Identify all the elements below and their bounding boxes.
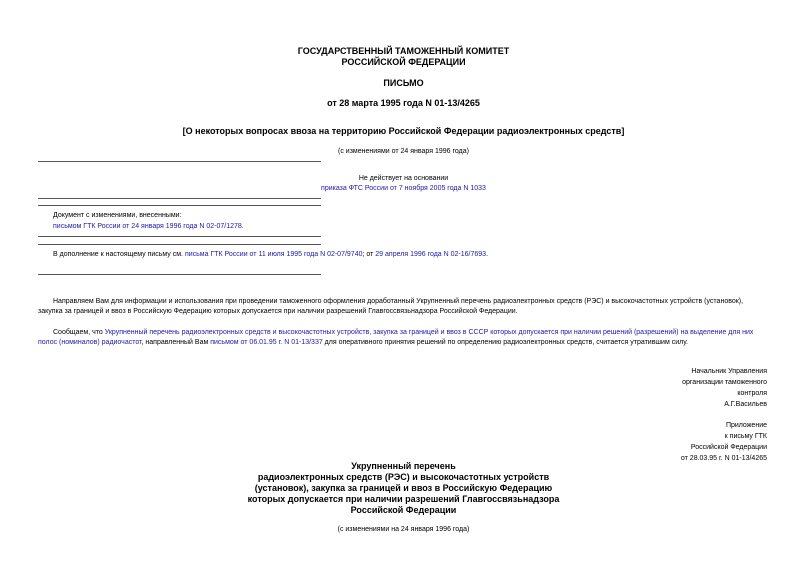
list-title-line-2: радиоэлектронных средств (РЭС) и высокочастотных устройств — [257, 472, 550, 482]
signature-line-2: организации таможенного — [682, 379, 767, 386]
addendum-sep: ; от — [362, 251, 376, 258]
addendum-link-2[interactable]: 29 апреля 1996 года N 02-16/7693 — [375, 251, 487, 258]
changes-link[interactable]: письмом ГТК России от 24 января 1996 года N 02-07/1278. — [53, 223, 244, 230]
addendum-note — [53, 250, 488, 259]
list-title-line-1: Укрупненный перечень — [351, 461, 456, 471]
appendix-line-4: от 28.03.95 г. N 01-13/4265 — [680, 455, 767, 462]
inactive-status: Не действует на основании — [358, 175, 449, 182]
paragraph-2-line-1 — [53, 328, 753, 339]
paragraph-2-prefix: Сообщаем, что — [53, 329, 105, 336]
letter-337-link[interactable]: письмом от 06.01.95 г. N 01-13/337 — [210, 339, 323, 346]
divider — [38, 236, 321, 237]
signature-name: А.Г.Васильев — [724, 401, 767, 408]
paragraph-1-line-1: Направляем Вам для информации и использования при проведении таможенного оформления доработанный Укрупненный перечень радиоэлектронных средств (РЭС) и высокочастотных устройств (установок), — [53, 298, 744, 305]
enlarged-list-link-cont[interactable]: полос (номиналов) радиочастот — [38, 339, 142, 346]
paragraph-2-suffix: для оперативного принятия решений по определению радиоэлектронных средств, считается утратившим силу. — [322, 339, 688, 346]
paragraph-2-line-2 — [38, 338, 688, 349]
divider — [38, 198, 321, 199]
appendix-line-2: к письму ГТК — [724, 433, 767, 440]
list-title-line-5: Российской Федерации — [350, 505, 457, 515]
addendum-link-1[interactable]: письма ГТК России от 11 июля 1995 года N 02-07/9740 — [184, 251, 363, 258]
divider — [38, 244, 321, 245]
changes-label: Документ с изменениями, внесенными: — [53, 212, 182, 219]
signature-line-1: Начальник Управления — [691, 368, 767, 375]
divider — [38, 161, 321, 162]
divider — [38, 274, 321, 275]
list-amendments: (с изменениями на 24 января 1996 года) — [337, 526, 470, 533]
addendum-prefix: В дополнение к настоящему письму см. — [53, 251, 185, 258]
appendix-reference — [681, 420, 767, 464]
inactive-basis-link[interactable]: приказа ФТС России от 7 ноября 2005 года N 1033 — [321, 185, 486, 192]
list-title-line-3: (установок), закупка за границей и ввоз в Российскую Федерацию — [254, 483, 553, 493]
org-name-line2: РОССИЙСКОЙ ФЕДЕРАЦИИ — [341, 57, 466, 67]
doc-date: от 28 марта 1995 года N 01-13/4265 — [327, 98, 480, 108]
appendix-line-3: Российской Федерации — [690, 444, 767, 451]
doc-type: ПИСЬМО — [383, 78, 424, 88]
doc-amendments: (с изменениями от 24 января 1996 года) — [338, 148, 469, 155]
enlarged-list-link[interactable]: Укрупненный перечень радиоэлектронных средств и высокочастотных устройств, закупка за границей и ввоз в СССР которых допускается при наличии решений (разрешений) на выделение для них — [104, 329, 754, 336]
divider — [38, 205, 321, 206]
org-name-line1: ГОСУДАРСТВЕННЫЙ ТАМОЖЕННЫЙ КОМИТЕТ — [297, 46, 510, 56]
paragraph-1-line-2: закупка за границей и ввоз в Российскую Федерацию которых допускается при наличии разрешений Главгоссвязьнадзора Российской Федерации. — [38, 308, 518, 315]
paragraph-2-mid: , направленный Вам — [141, 339, 211, 346]
appendix-line-1: Приложение — [725, 422, 767, 429]
list-title-line-4: которых допускается при наличии разрешений Главгоссвязьнадзора — [247, 494, 560, 504]
signature-block — [682, 366, 767, 410]
doc-title: [О некоторых вопросах ввоза на территорию Российской Федерации радиоэлектронных средств] — [182, 126, 625, 136]
signature-line-3: контроля — [737, 390, 767, 397]
addendum-suffix: . — [486, 251, 489, 258]
